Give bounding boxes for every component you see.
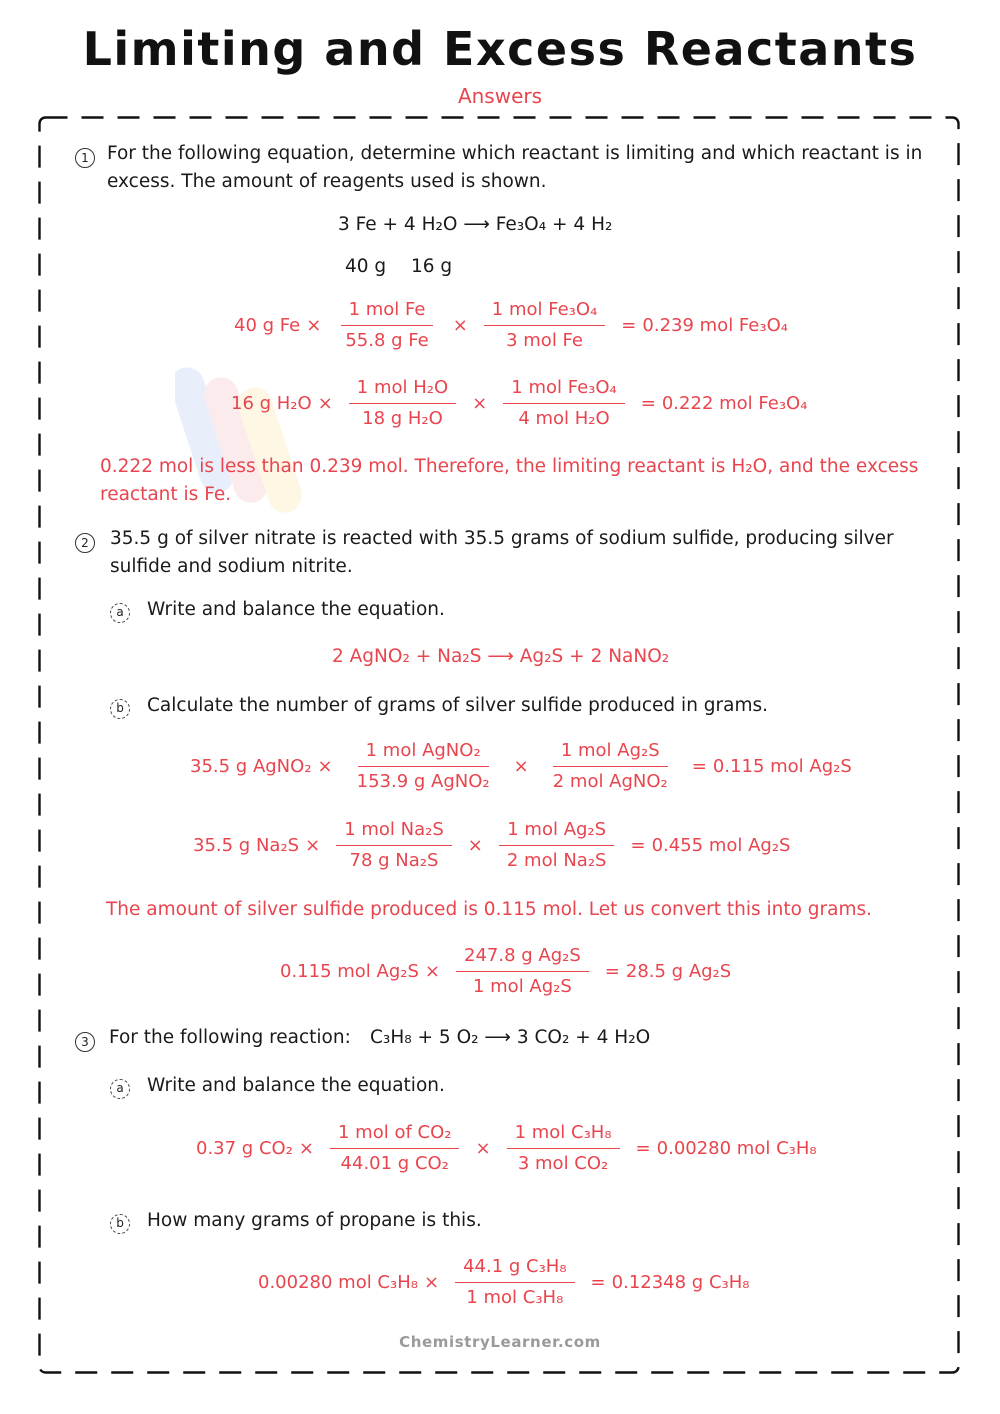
question-1-answer-line-1: 0.222 mol is less than 0.239 mol. Therefore, the limiting reactant is H₂O, and the excess <box>100 456 919 477</box>
conversion-factor-1: $\frac{\text{247.8 g Ag₂S}}{\text{1 mol Ag₂S}}$ <box>456 944 589 999</box>
conversion-factor-1: $\frac{\text{1 mol AgNO₂}}{\text{153.9 g AgNO₂}}$ <box>356 740 490 792</box>
question-1-text-line-1: For the following equation, determine which reactant is limiting and which reactant is in <box>107 143 923 164</box>
conversion-factor-2: $\frac{\text{1 mol Ag₂S}}{\text{2 mol AgNO₂}}$ <box>552 740 668 792</box>
calc-result: 0.455 mol Ag₂S <box>651 835 791 856</box>
calc-given: 0.37 g CO₂ <box>196 1138 293 1159</box>
conversion-factor-2: $\frac{\text{1 mol Fe₃O₄}}{\text{3 mol Fe}}$ <box>484 298 606 353</box>
calc-result: 0.00280 mol C₃H₈ <box>656 1138 817 1159</box>
conversion-factor-2: $\frac{\text{1 mol Ag₂S}}{\text{2 mol Na₂S}}$ <box>499 818 615 873</box>
question-2-text-line-1: 35.5 g of silver nitrate is reacted with 35.5 grams of sodium sulfide, producing silver <box>110 528 894 549</box>
question-3-calculation-grams: 0.00280 mol C₃H₈ × $\frac{\text{44.1 g C₃H₈}}{\text{1 mol C₃H₈}}$ = 0.12348 g C₃H₈ <box>258 1256 750 1308</box>
calc-given: 35.5 g AgNO₂ <box>190 756 312 777</box>
question-2a-label: a <box>110 603 130 623</box>
page-subtitle: Answers <box>457 84 543 108</box>
question-3a-label: a <box>110 1079 130 1099</box>
calc-result: 0.115 mol Ag₂S <box>712 756 852 777</box>
question-2b-text: Calculate the number of grams of silver sulfide produced in grams. <box>147 695 769 716</box>
question-3-equation: C₃H₈ + 5 O₂ ⟶ 3 CO₂ + 4 H₂O <box>370 1027 651 1048</box>
question-2-calculation-grams: 0.115 mol Ag₂S × $\frac{\text{247.8 g Ag₂S}}{\text{1 mol Ag₂S}}$ = 28.5 g Ag₂S <box>280 945 732 997</box>
question-3-text: For the following reaction: <box>109 1027 351 1048</box>
footer-credit: ChemistryLearner.com <box>399 1333 601 1351</box>
question-1-number: 1 <box>75 148 95 168</box>
calc-result: 0.239 mol Fe₃O₄ <box>642 315 788 336</box>
conversion-factor-2: $\frac{\text{1 mol Fe₃O₄}}{\text{4 mol H₂O}}$ <box>503 376 625 431</box>
calc-result: 0.12348 g C₃H₈ <box>611 1272 750 1293</box>
calc-result: 28.5 g Ag₂S <box>625 961 732 982</box>
page-title: Limiting and Excess Reactants <box>82 22 918 76</box>
question-3-number: 3 <box>75 1032 95 1052</box>
calc-result: 0.222 mol Fe₃O₄ <box>661 393 808 414</box>
question-3b-label: b <box>110 1214 130 1234</box>
calc-given: 0.00280 mol C₃H₈ <box>258 1272 418 1293</box>
calc-given: 0.115 mol Ag₂S <box>280 961 419 982</box>
question-2-text-line-2: sulfide and sodium nitrite. <box>110 556 353 577</box>
question-3-calculation-mol: 0.37 g CO₂ × $\frac{\text{1 mol of CO₂}}{\text{44.01 g CO₂}}$ × $\frac{\text{1 mol C₃H₈}}{\text{3 mol CO₂}}$ = 0.00280 mol C₃H₈ <box>196 1122 817 1174</box>
question-1-amount-h2o: 16 g <box>411 256 453 277</box>
question-3b-text: How many grams of propane is this. <box>147 1210 482 1231</box>
conversion-factor-1: $\frac{\text{44.1 g C₃H₈}}{\text{1 mol C₃H₈}}$ <box>455 1255 574 1310</box>
conversion-factor-2: $\frac{\text{1 mol C₃H₈}}{\text{3 mol CO₂}}$ <box>507 1121 620 1176</box>
question-1-calculation-h2o: 16 g H₂O × $\frac{\text{1 mol H₂O}}{\text{18 g H₂O}}$ × $\frac{\text{1 mol Fe₃O₄}}{\text{4 mol H₂O}}$ = 0.222 mol Fe₃O₄ <box>231 377 808 429</box>
question-1-text-line-2: excess. The amount of reagents used is shown. <box>107 171 547 192</box>
calc-given: 40 g Fe <box>234 315 301 336</box>
calc-given: 35.5 g Na₂S <box>193 835 300 856</box>
conversion-factor-1: $\frac{\text{1 mol Na₂S}}{\text{78 g Na₂S}}$ <box>336 818 452 873</box>
question-1-calculation-fe: 40 g Fe × $\frac{\text{1 mol Fe}}{\text{55.8 g Fe}}$ × $\frac{\text{1 mol Fe₃O₄}}{\text{3 mol Fe}}$ = 0.239 mol Fe₃O₄ <box>234 299 788 351</box>
question-2-calculation-agno2: 35.5 g AgNO₂ × $\frac{\text{1 mol AgNO₂}}{\text{153.9 g AgNO₂}}$ × $\frac{\text{1 mol Ag₂S}}{\text{2 mol AgNO₂}}$ = 0.115 mol Ag₂S <box>190 740 852 792</box>
question-1-equation: 3 Fe + 4 H₂O ⟶ Fe₃O₄ + 4 H₂ <box>338 214 613 235</box>
conversion-factor-1: $\frac{\text{1 mol of CO₂}}{\text{44.01 g CO₂}}$ <box>330 1121 459 1176</box>
calc-given: 16 g H₂O <box>231 393 312 414</box>
question-3a-text: Write and balance the equation. <box>147 1075 445 1096</box>
conversion-factor-1: $\frac{\text{1 mol Fe}}{\text{55.8 g Fe}}$ <box>337 298 436 353</box>
question-2a-text: Write and balance the equation. <box>147 599 445 620</box>
question-2b-label: b <box>110 699 130 719</box>
question-2a-equation: 2 AgNO₂ + Na₂S ⟶ Ag₂S + 2 NaNO₂ <box>332 646 670 667</box>
question-1-amount-fe: 40 g <box>345 256 387 277</box>
conversion-factor-1: $\frac{\text{1 mol H₂O}}{\text{18 g H₂O}}$ <box>349 376 456 431</box>
question-1-answer-line-2: reactant is Fe. <box>100 484 232 505</box>
question-2-answer-line: The amount of silver sulfide produced is 0.115 mol. Let us convert this into grams. <box>106 899 873 920</box>
question-2-calculation-na2s: 35.5 g Na₂S × $\frac{\text{1 mol Na₂S}}{\text{78 g Na₂S}}$ × $\frac{\text{1 mol Ag₂S}}{\text{2 mol Na₂S}}$ = 0.455 mol Ag₂S <box>193 819 791 871</box>
question-2-number: 2 <box>75 533 95 553</box>
